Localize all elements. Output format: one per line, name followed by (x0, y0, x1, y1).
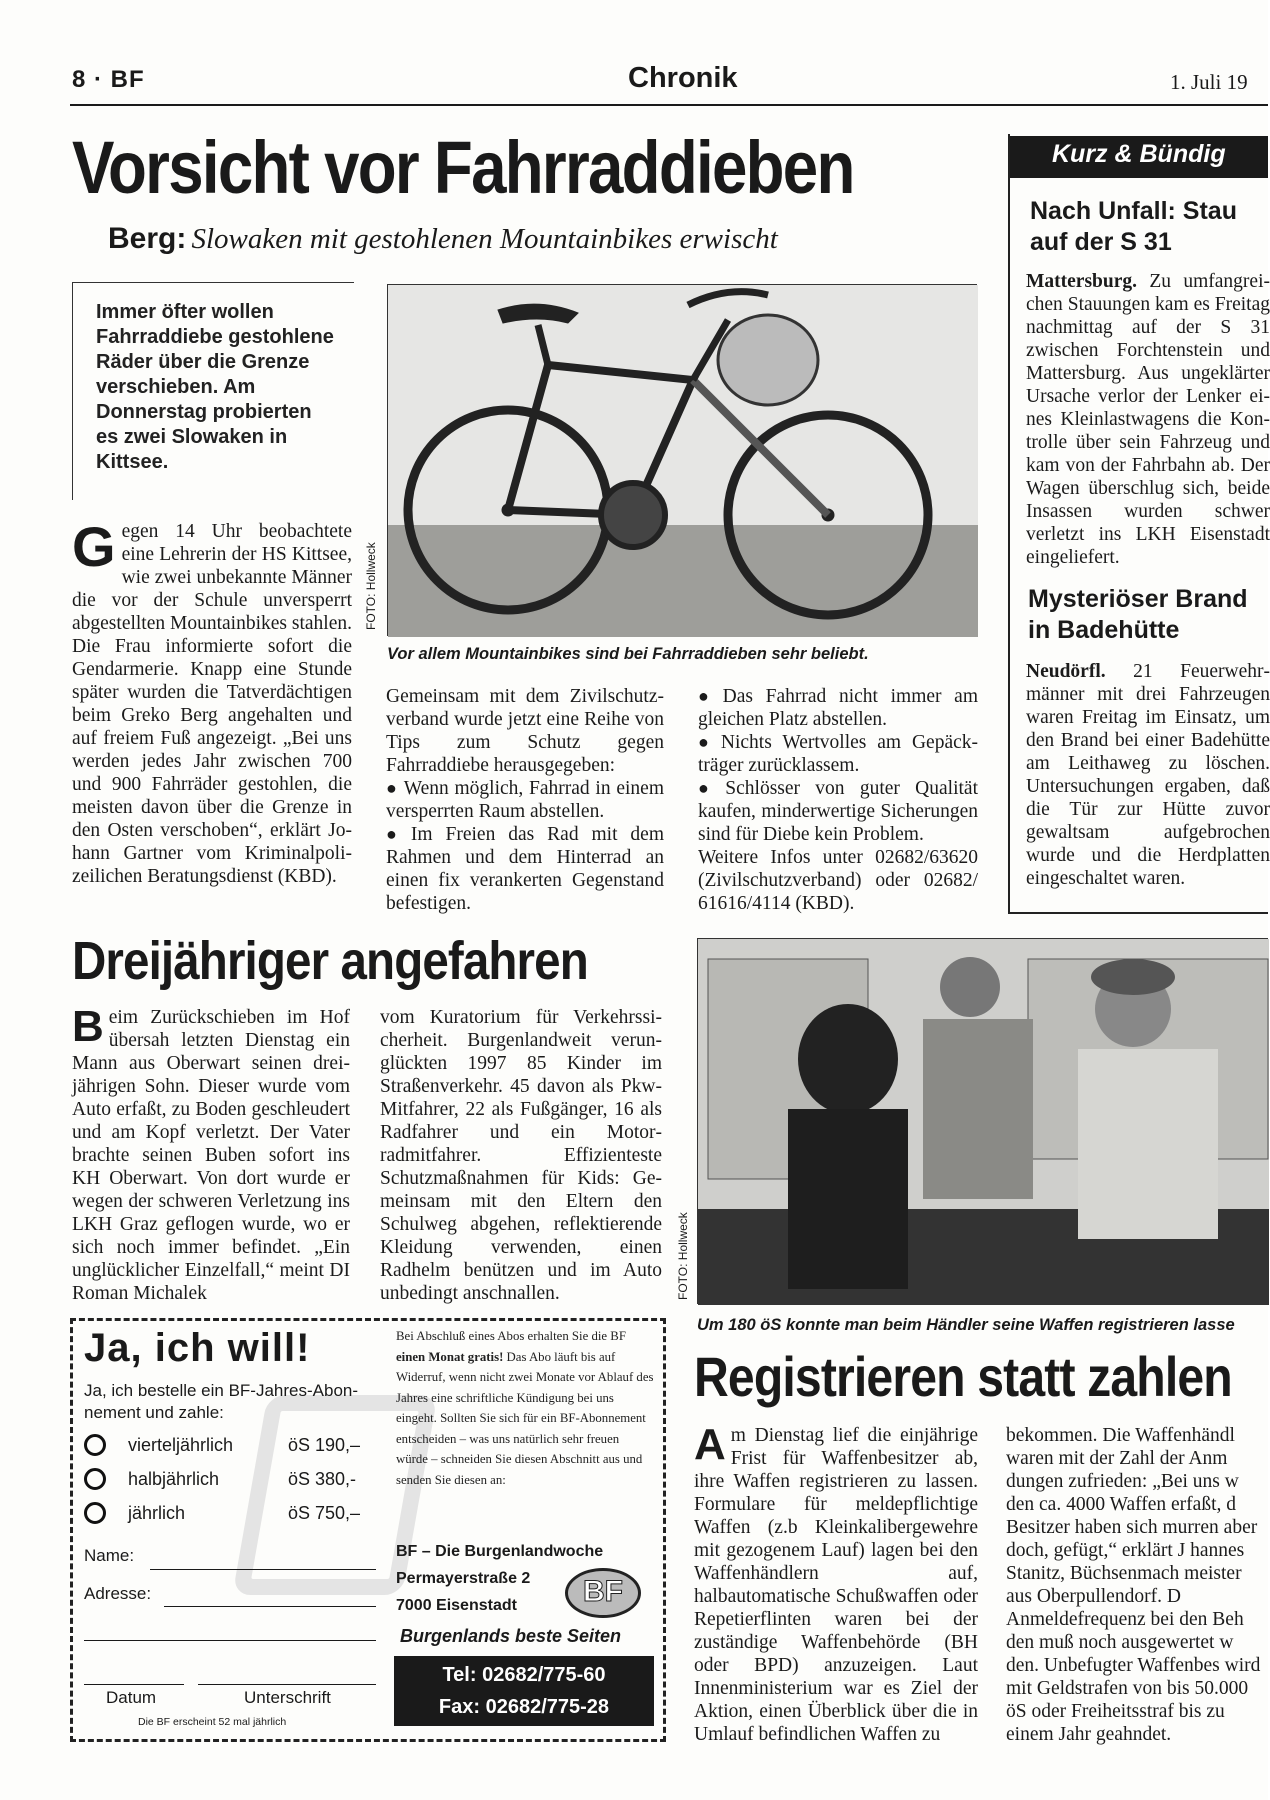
coupon-address-line: Permayerstraße 2 (396, 1570, 531, 1587)
article2-body2: vom Kuratorium für Verkehrssicherheit. Burgenlandweit verunglückten 1997 85 Kinder im Straßenverkehr. 45 davon als Pkw-Mitfahrer, 22 als Fußgänger, 16 als Radfahrer und ein Motorradmitfahrer. Effizienteste Schutzmaßnahmen für Kids: Gemeinsam mit den Eltern den Schulweg abgehen, reflektierende Kleidung verwenden, einen Radhelm benützen und im Auto unbedingt anschnallen. (380, 1007, 662, 1304)
signature-field-line[interactable] (198, 1684, 376, 1685)
article3-headline: Registrieren statt zahlen (694, 1345, 1232, 1408)
sidebar-item2-body: 21 Feuerwehrmänner mit drei Fahrzeugen waren Freitag im Einsatz, um den Brand bei einer Badehütte am Leithaweg zu löschen. Untersuchungen ergaben, daß die Tür zur Hütte zuvor gewaltsam aufgebrochen wurde und die Herdplatten eingeschaltet waren. (1026, 661, 1270, 889)
article3-photo-caption: Um 180 öS konnte man beim Händler seine Waffen registrieren lasse (697, 1316, 1235, 1334)
bicycle-illustration (388, 285, 978, 637)
article1-column3 (698, 685, 978, 915)
article1-tip: ● Nichts Wertvolles am Gepäckträger zurücklassem. (698, 731, 978, 777)
radio-circle-icon[interactable] (84, 1434, 106, 1456)
shop-scene-illustration (698, 939, 1269, 1305)
article2-dropcap: B (72, 1002, 104, 1051)
address-field-line-2[interactable] (84, 1640, 376, 1641)
option-price: öS 190,– (288, 1434, 361, 1455)
contact-fax: Fax: 02682/775-28 (438, 1696, 610, 1718)
coupon-option-yearly[interactable] (84, 1496, 374, 1530)
signature-field-label: Unterschrift (244, 1688, 331, 1707)
article3-dropcap: A (694, 1420, 726, 1469)
article1-subhead (108, 222, 778, 256)
coupon-footnote: Die BF erscheint 52 mal jährlich (138, 1716, 287, 1728)
article2-headline: Dreijähriger angefahren (72, 931, 588, 991)
option-price: öS 750,– (288, 1502, 361, 1523)
article1-tip: ● Im Freien das Rad mit dem Rahmen und dem Hinterrad an einen fix verankerten Gegenstand befestigen. (386, 823, 664, 915)
article3-photo-credit: FOTO: Hollweck (676, 1212, 690, 1300)
sidebar-item2-headline: Mysteriöser Brand in Badehütte (1028, 585, 1248, 644)
section-title: Chronik (628, 62, 738, 94)
option-price: öS 380,- (288, 1468, 357, 1489)
sidebar-item2-place: Neudörfl. (1026, 661, 1106, 682)
coupon-subtitle: Ja, ich bestelle ein BF-Jahres-Abonnement und zahle: (84, 1381, 359, 1422)
date-field-label: Datum (106, 1688, 157, 1707)
article1-info: Weitere Infos unter 02682/63620 (Zivilschutzverband) oder 02682/ 61616/4114 (KBD). (698, 847, 978, 914)
radio-circle-icon[interactable] (84, 1502, 106, 1524)
article1-body1: egen 14 Uhr beobachtete eine Lehrerin der HS Kittsee, wie zwei unbekannte Männer die vor der Schule unversperrt abgestellten Mountainbikes stahlen. Die Frau informierte sofort die Gendarmerie. Knapp eine Stunde später wurden die Tatverdächtigen beim Greko Berg angehalten und auf freiem Fuß angezeigt. „Bei uns werden jedes Jahr zwischen 700 und 900 Fahrräder gestohlen, die meisten davon über die Grenze in den Osten verschoben“, erklärt Johann Gartner vom Kriminalpolizeilichen Beratungsdienst (KBD). (72, 521, 352, 887)
bike-photo (387, 284, 977, 636)
header-rule (70, 104, 1268, 106)
option-label: halbjährlich (128, 1468, 220, 1489)
sidebar-item1-headline: Nach Unfall: Stau auf der S 31 (1030, 197, 1237, 256)
article3-column1 (694, 1420, 978, 1746)
coupon-info-pre: Bei Abschluß eines Abos erhalten Sie die BF (396, 1329, 626, 1343)
article1-dropcap: G (72, 515, 116, 578)
article3-column2 (1006, 1424, 1268, 1784)
sidebar-item1-place: Mattersburg. (1026, 271, 1138, 292)
article2-column2 (380, 1006, 662, 1305)
contact-phone: Tel: 02682/775-60 (442, 1664, 606, 1686)
article1-subhead-place: Berg: (108, 222, 187, 255)
sidebar-item1-body: Zu umfangreichen Stauungen kam es Freitag nachmittag auf der S 31 zwischen Forchtenstein und Mattersburg. Aus ungeklärter Ursache verlor der Lenker eines Kleinlastwagens die Kontrolle über sein Fahrzeug und kam von der Fahrbahn ab. Der Wagen überschlug sich, beide Insassen wurden schwer verletzt ins LKH Eisenstadt eingeliefert. (1026, 271, 1270, 568)
article1-subhead-text: Slowaken mit gestohlenen Mountainbikes erwischt (191, 223, 778, 255)
article1-body2-intro: Gemeinsam mit dem Zivilschutzverband wurde jetzt eine Reihe von Tips zum Schutz gegen Fahrraddiebe herausgegeben: (386, 686, 664, 776)
coupon-options (84, 1428, 374, 1530)
article1-teaser: Immer öfter wollen Fahrraddiebe gestohlene Räder über die Grenze verschieben. Am Donnerstag probierten es zwei Slowaken in Kittsee. (96, 301, 334, 473)
article1-tip: ● Wenn möglich, Fahrrad in einem versperrten Raum abstellen. (386, 777, 664, 823)
sidebar-item2 (1026, 660, 1270, 900)
sidebar-item1 (1026, 270, 1270, 572)
contact-box (394, 1656, 654, 1726)
option-label: jährlich (128, 1502, 186, 1523)
coupon-info-bold: einen Monat gratis! (396, 1349, 504, 1364)
gunshop-photo (697, 938, 1268, 1304)
issue-date: 1. Juli 19 (1170, 70, 1248, 94)
coupon-title: Ja, ich will! (84, 1326, 311, 1370)
coupon-address-line: 7000 Eisenstadt (396, 1597, 517, 1614)
article1-photo-caption: Vor allem Mountainbikes sind bei Fahrraddieben sehr beliebt. (387, 645, 869, 663)
radio-circle-icon[interactable] (84, 1468, 106, 1490)
coupon-info (396, 1326, 654, 1490)
article1-column2 (386, 685, 664, 915)
article1-photo-credit: FOTO: Hollweck (364, 542, 378, 630)
page-label: 8 · BF (72, 66, 145, 93)
coupon-info-post: Das Abo läuft bis auf Widerruf, wenn nicht zwei Monate vor Ablauf des Jahres eine schriftliche Kündigung bei uns eingeht. Sollten Sie sich für ein BF-Abonnement entscheiden – was uns natürlich sehr freuen würde – schneiden Sie diesen Abschnitt aus und senden Sie diesen an: (396, 1349, 654, 1487)
name-field-line[interactable] (150, 1569, 376, 1570)
article2-column1 (72, 1002, 350, 1305)
article1-tip: ● Schlösser von guter Qualität kaufen, minderwertige Sicherungen sind für Diebe kein Problem. (698, 777, 978, 846)
name-field-label: Name: (84, 1546, 135, 1565)
coupon-option-halfyear[interactable] (84, 1462, 374, 1496)
article2-body1: eim Zurückschieben im Hof übersah letzten Dienstag ein Mann aus Oberwart seinen dreijährigen Sohn. Dieser wurde vom Auto erfaßt, zu Boden geschleudert und am Kopf verletzt. Der Vater brachte seinen Buben sofort ins KH Oberwart. Von dort wurde er wegen der schweren Verletzung ins LKH Graz geflogen wurde, wo er sich noch immer befindet. „Ein unglücklicher Einzelfall,“ meint DI Roman Michalek (72, 1007, 350, 1304)
sidebar-banner: Kurz & Bündig (1010, 136, 1268, 178)
article3-body1: m Dienstag lief die einjährige Frist für Waffenbesitzer ab, ihre Waffen registrieren zu lassen. Formulare für meldepflichtige Waffen (z.b Kleinkalibergewehre mit gezogenem Lauf) lagen bei den Waffenhändlern auf, halbautomatische Schußwaffen oder Repetierflinten waren bei der zuständige Waffenbehörde (BH oder BPD) anzuzeigen. Laut Innenministerium war es Ziel der Aktion, einen Überblick über die in Umlauf befindlichen Waffen zu (694, 1425, 978, 1745)
address-field-line[interactable] (164, 1606, 376, 1607)
coupon-slogan: Burgenlands beste Seiten (400, 1626, 622, 1646)
article1-column1 (72, 515, 352, 888)
coupon-address-line: BF – Die Burgenlandwoche (396, 1543, 604, 1560)
bf-logo: BF (565, 1568, 641, 1618)
option-label: vierteljährlich (128, 1434, 234, 1455)
date-field-line[interactable] (84, 1684, 184, 1685)
coupon-option-quarterly[interactable] (84, 1428, 374, 1462)
article3-body2: bekommen. Die Waffenhändl waren mit der Zahl der Anm dungen zufrieden: „Bei uns w den ca. 4000 Waffen erfaßt, d Besitzer haben sich murren aber doch, gefügt,“ erklärt J hannes Stanitz, Büchsenmach meister aus Oberpullendorf. D Anmeldefrequenz bei den Beh den muß noch ausgewertet w den. Unbefugter Waffenbes wird mit Geldstrafen von bis 50.000 öS oder Freiheitsstraf bis zu einem Jahr geahndet. (1006, 1425, 1261, 1745)
article1-headline: Vorsicht vor Fahrraddieben (72, 126, 854, 209)
article1-tip: ● Das Fahrrad nicht immer am gleichen Platz abstellen. (698, 685, 978, 731)
address-field-label: Adresse: (84, 1584, 152, 1603)
